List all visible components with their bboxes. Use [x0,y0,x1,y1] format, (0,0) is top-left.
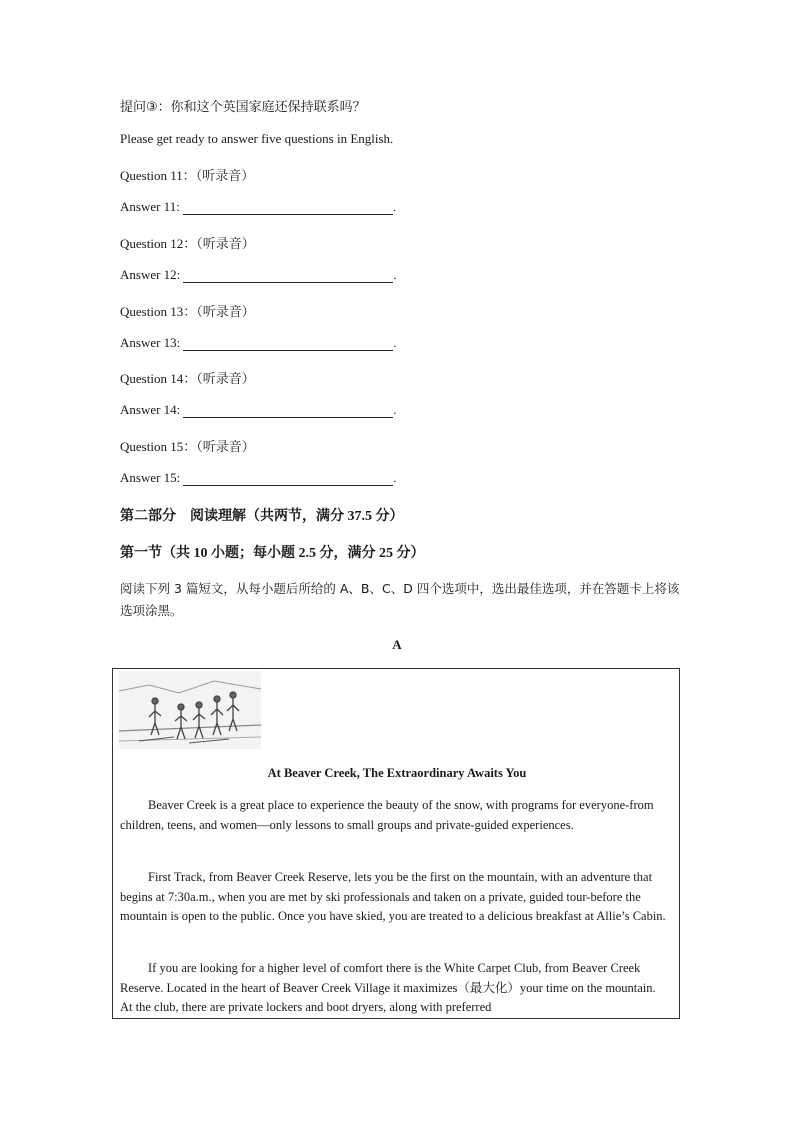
answer-row-12 [120,267,397,283]
answer-blank-13[interactable] [183,338,393,351]
directions: 阅读下列 3 篇短文，从每小题后所给的 A、B、C、D 四个选项中，选出最佳选项，并在答题卡上将该选项涂黑。 [120,581,680,618]
question-11: Question 11：（听录音） [120,168,255,183]
answer-end-15: . [393,470,397,485]
answer-row-13 [120,335,397,351]
answer-blank-14[interactable] [183,405,393,418]
passage-paragraph-1: Beaver Creek is a great place to experience the beauty of the snow, with programs for everyone-from children, teens, and women—only lessons to small groups and private-guided experiences. [120,798,654,832]
answer-label-13: Answer 13: [120,335,181,350]
answer-end-14: . [393,402,397,417]
answer-end-11: . [392,199,397,214]
answer-label-12: Answer 12: [120,267,181,282]
passage-title: At Beaver Creek, The Extraordinary Awaits You [267,766,527,780]
section-heading: 第一节（共 10 小题；每小题 2.5 分，满分 25 分） [120,546,425,561]
question-15: Question 15：（听录音） [120,439,255,454]
answer-end-13: . [393,335,397,350]
passage-box [112,668,680,1019]
question-14: Question 14：（听录音） [120,371,255,386]
passage-paragraph-2: First Track, from Beaver Creek Reserve, lets you be the first on the mountain, with an adventure that begins at 7:30a.m., when you are met by ski professionals and taken on a private, guided tour-before the mountain is open to the public. Once you have skied, you are treated to a delicious breakfast at Allie’s Cabin. [120,870,666,923]
skiers-sketch [119,671,261,749]
answer-label-15: Answer 15: [120,470,181,485]
answer-label-11: Answer 11: [120,199,180,214]
answer-row-11 [120,199,396,215]
answer-label-14: Answer 14: [120,402,181,417]
answer-blank-15[interactable] [183,473,393,486]
passage-paragraph-3: If you are looking for a higher level of comfort there is the White Carpet Club, from Beaver Creek Reserve. Located in the heart of Beaver Creek Village it maximizes（最大化）your time on the mountain. At the club, there are private lockers and boot dryers, along with preferred [120,961,656,1014]
part-heading: 第二部分 阅读理解（共两节，满分 37.5 分） [120,509,404,524]
answer-blank-11[interactable] [183,202,393,215]
answer-row-14 [120,402,397,418]
question-12: Question 12：（听录音） [120,236,255,251]
instruction: Please get ready to answer five questions in English. [120,131,394,146]
answer-row-15 [120,470,397,486]
passage-label: A [392,637,402,652]
intro-question: 提问③：你和这个英国家庭还保持联系吗？ [120,100,366,115]
answer-blank-12[interactable] [183,270,393,283]
question-13: Question 13：（听录音） [120,304,255,319]
answer-end-12: . [393,267,397,282]
